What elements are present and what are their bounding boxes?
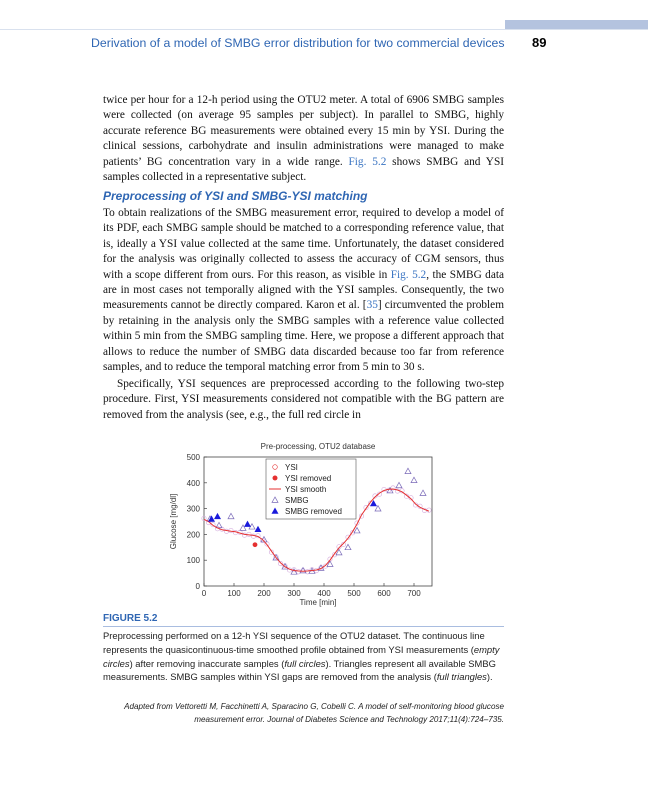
x-tick-label: 400 [317, 589, 331, 598]
page-number: 89 [532, 35, 547, 50]
caption-emphasis-2: full circles [284, 657, 326, 669]
legend-label: YSI smooth [285, 485, 327, 494]
header-rule [0, 29, 648, 30]
smbg-removed-point [244, 521, 251, 527]
chart-title: Pre-processing, OTU2 database [260, 442, 376, 451]
smbg-point [375, 506, 381, 511]
y-tick-label: 0 [195, 582, 200, 591]
y-tick-label: 500 [186, 453, 200, 462]
figure-caption [103, 629, 504, 684]
running-title: Derivation of a model of SMBG error distribution for two commercial devices [91, 36, 505, 50]
legend-label: SMBG removed [285, 507, 342, 516]
paragraph-2 [103, 206, 504, 375]
paragraph-2-text-b: , the SMBG data are in most cases not temporally aligned with the YSI samples. Consequently, the two measurements cannot be directly compared. Karon et al. [ [103, 268, 505, 312]
ysi-point [296, 570, 300, 574]
x-tick-label: 200 [257, 589, 271, 598]
caption-text-2: ) after removing inaccurate samples ( [129, 657, 285, 669]
section-title: Preprocessing of YSI and SMBG-YSI matching [103, 189, 368, 203]
figure-5-2-link[interactable]: Fig. 5.2 [348, 155, 387, 168]
figure-label: FIGURE 5.2 [103, 613, 158, 624]
smbg-point [411, 477, 417, 482]
x-tick-label: 600 [377, 589, 391, 598]
ysi-removed-point [253, 542, 258, 547]
reference-35-link[interactable]: 35 [366, 299, 378, 312]
glucose-chart [160, 438, 440, 610]
paragraph-1-text-b: shows SMBG and YSI samples collected in a representative subject. [103, 155, 504, 184]
paragraph-2-text-a: To obtain realizations of the SMBG measurement error, required to develop a model of its PDF, each SMBG sample should be matched to a corresponding reference value, that is, ideally a YSI value collected at the same time. Unfortunately, the dataset considered for the analysis was originally collected to assess the accuracy of CGM sensors, thus with a scope different from ours. For this reason, as visible in [103, 207, 504, 281]
legend-label: YSI removed [285, 474, 332, 483]
paragraph-1 [103, 93, 504, 185]
y-axis-label: Glucose [mg/dl] [169, 493, 178, 550]
smbg-point [420, 490, 426, 495]
smbg-point [228, 513, 234, 518]
header-accent-bar [505, 20, 648, 29]
x-axis-label: Time [min] [299, 598, 337, 607]
y-tick-label: 100 [186, 556, 200, 566]
legend-marker-ysi-removed [273, 476, 278, 481]
figure-5-2-link[interactable]: Fig. 5.2 [390, 268, 427, 281]
smbg-removed-point [208, 515, 215, 521]
caption-emphasis-1: empty circles [103, 643, 500, 669]
x-tick-label: 700 [407, 589, 421, 598]
caption-text-1: Preprocessing performed on a 12-h YSI sequence of the OTU2 dataset. The continuous line represents the quasicontinuous-time smoothed profile obtained from YSI measurements ( [103, 630, 485, 655]
y-tick-label: 300 [186, 504, 200, 514]
figure-citation: Adapted from Vettoretti M, Facchinetti A, Sparacino G, Cobelli C. A model of self-monitoring blood glucose measurement error. Journal of Diabetes Science and Technology 2017;11(4):724–735. [124, 702, 504, 724]
caption-text-3: ). Triangles represent all available SMBG measurements. SMBG samples within YSI gaps are removed from the analysis ( [103, 657, 496, 683]
x-tick-label: 100 [227, 589, 241, 598]
x-tick-label: 0 [201, 589, 207, 598]
x-tick-label: 500 [347, 589, 361, 598]
figure-rule [103, 626, 504, 627]
paragraph-1-text-a: twice per hour for a 12-h period using the OTU2 meter. A total of 6906 SMBG samples were collected (on average 95 samples per subject). In parallel to SMBG, highly accurate reference BG measurements were obtained every 15 min by YSI. During the clinical sessions, carbohydrate and insulin administrations were managed to make patients’ BG concentration vary in a wide range. [103, 94, 504, 168]
legend-label: YSI [285, 463, 298, 472]
smbg-point [405, 468, 411, 473]
y-tick-label: 200 [186, 530, 200, 540]
smbg-point [396, 482, 402, 487]
y-tick-label: 400 [186, 478, 200, 488]
caption-text-4: ). [486, 671, 493, 683]
paragraph-3: Specifically, YSI sequences are preprocessed according to the following two-step procedure. First, YSI measurements considered not compatible with the BG pattern are removed from the analysis (see, e.g., the full red circle in [103, 378, 504, 421]
legend-label: SMBG [285, 496, 309, 505]
x-tick-label: 300 [287, 589, 301, 598]
paragraph-2-text-c: ] circumvented the problem by retaining in the analysis only the SMBG samples with a reference value collected within 5 min from the SMBG sampling time. Here, we propose a different approach that allows to reduce the number of SMBG data discarded because too far from reference samples, and to reduce the temporal matching error from 5 min to 30 s. [103, 299, 504, 374]
caption-emphasis-3: full triangles [436, 671, 487, 683]
smbg-removed-point [255, 526, 262, 532]
smbg-removed-point [214, 513, 221, 519]
